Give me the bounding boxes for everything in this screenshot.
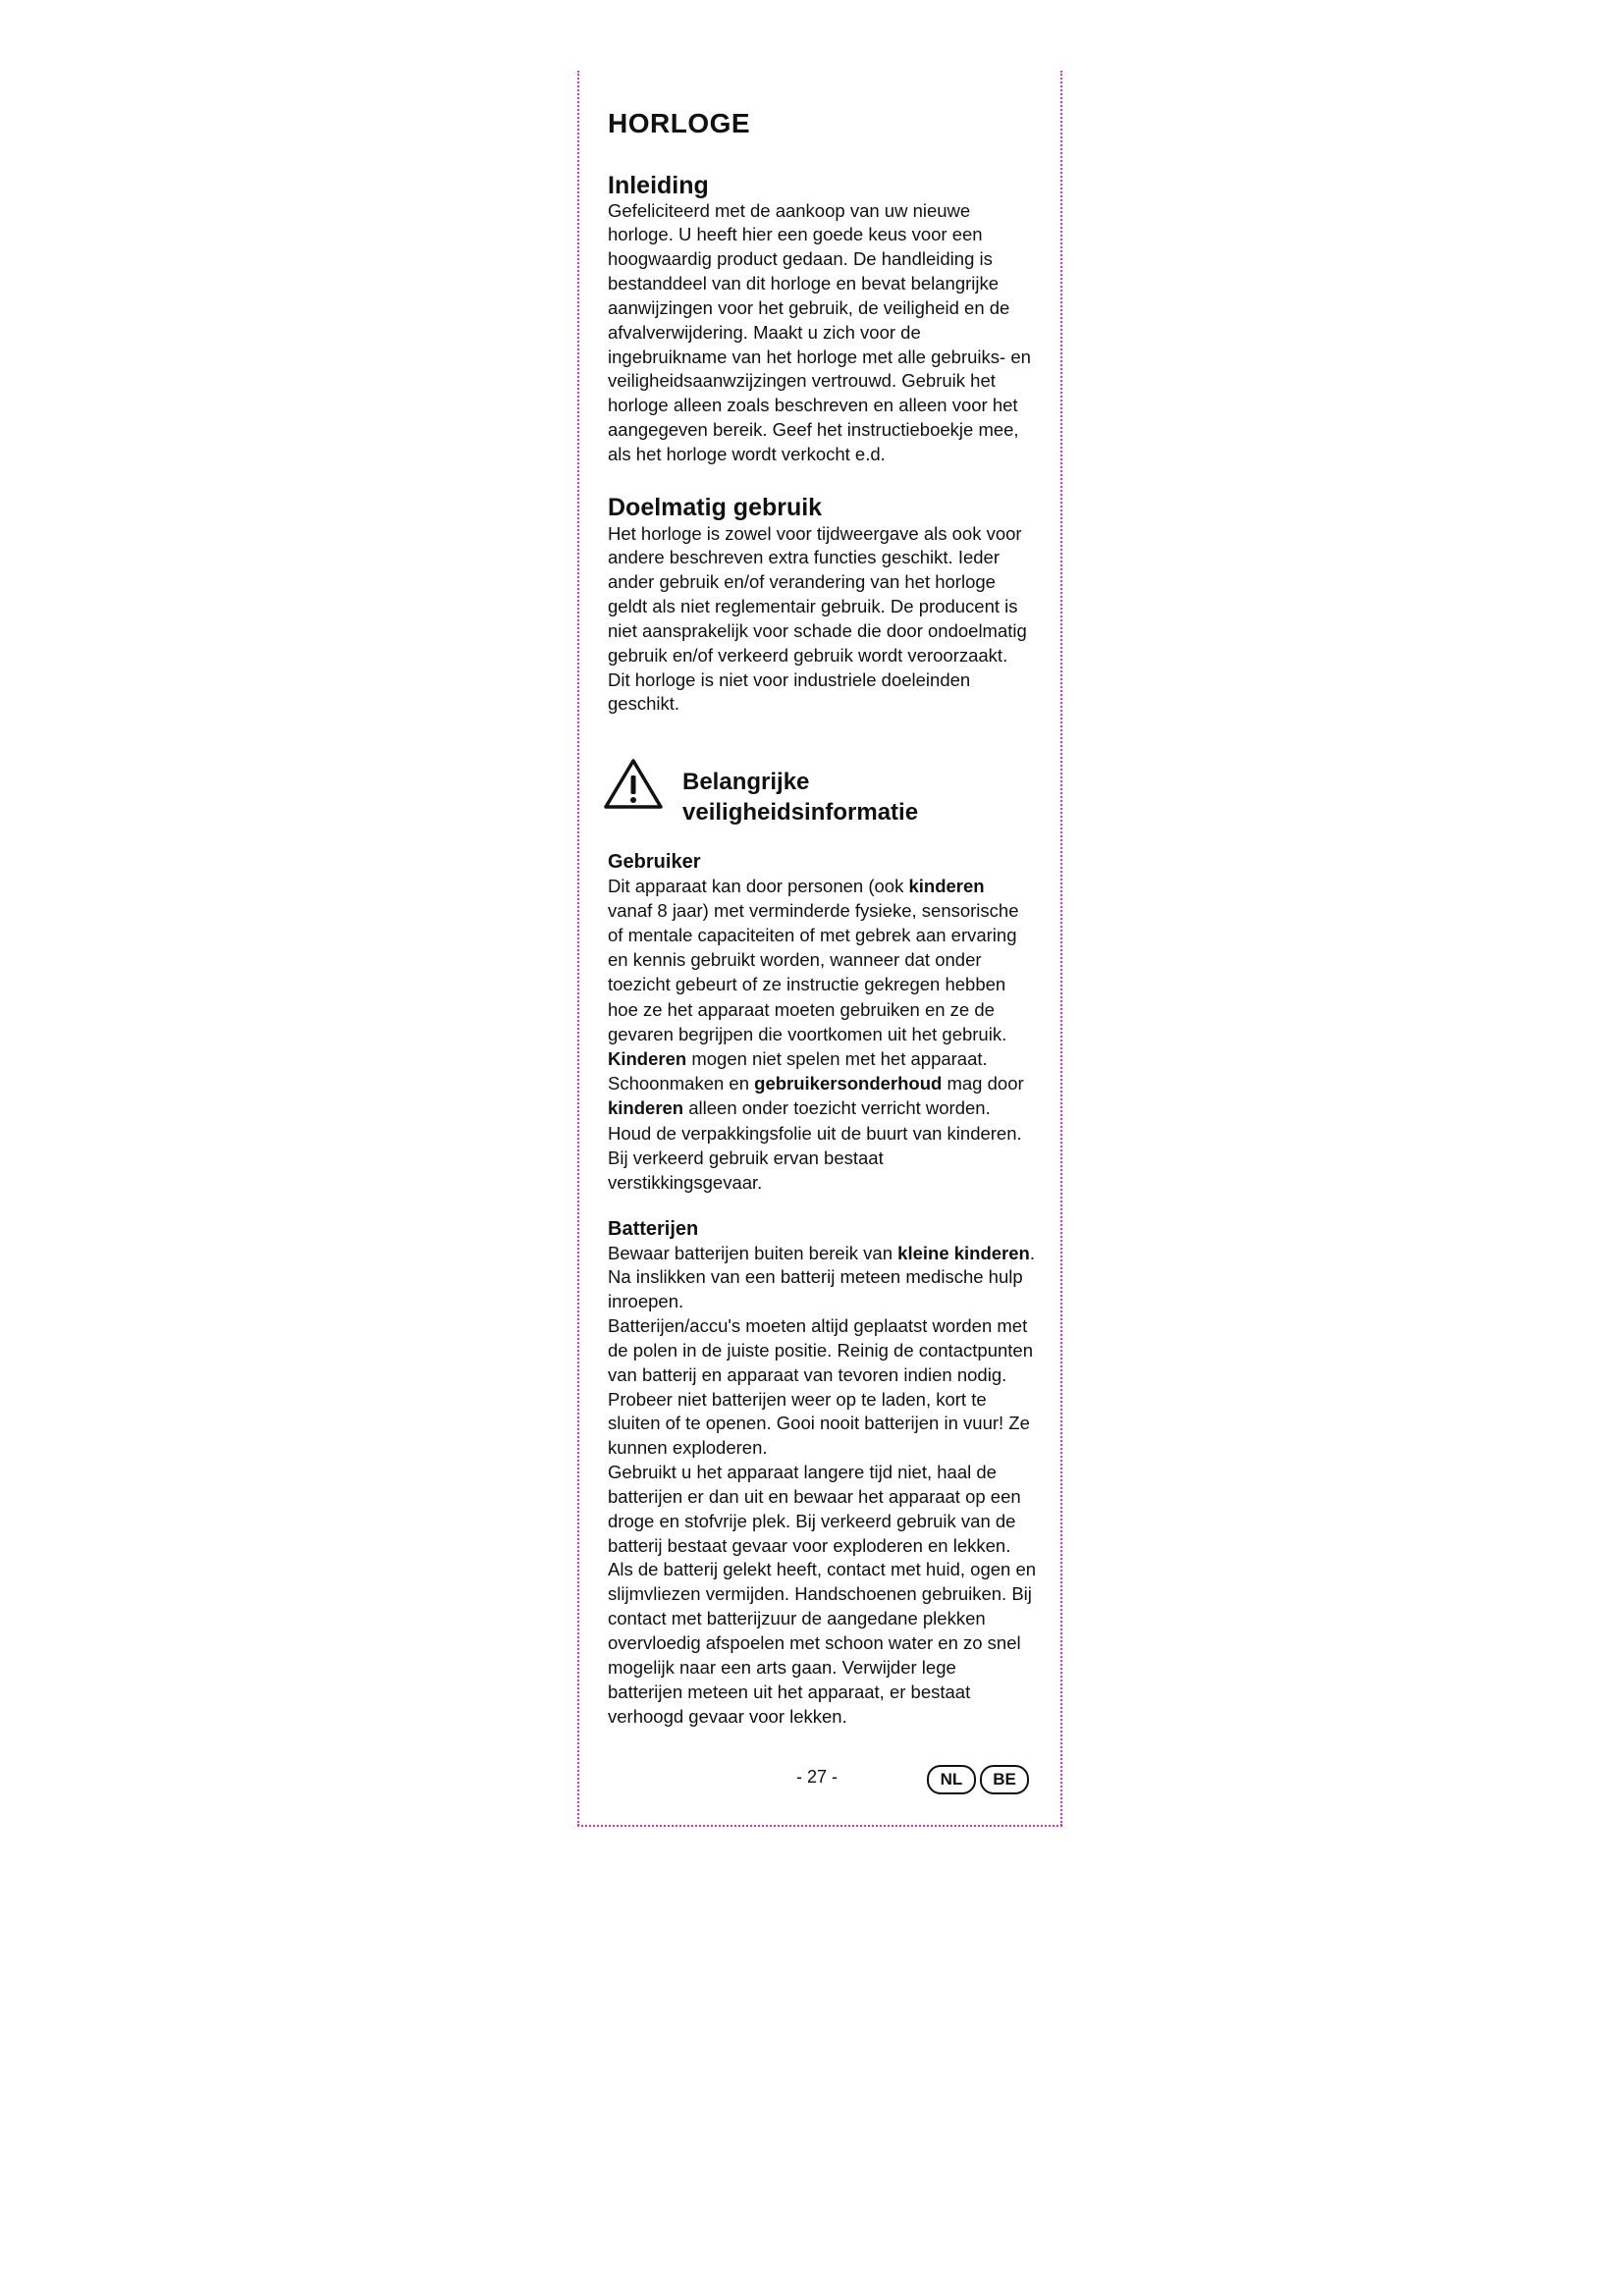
text-segment: .	[1029, 1242, 1035, 1263]
text-line: niet aansprakelijk voor schade die door ondoelmatig	[608, 619, 1027, 641]
text-line: verhoogd gevaar voor lekken.	[608, 1705, 847, 1727]
batteries-heading: Batterijen	[608, 1218, 699, 1240]
text-line: Bij verkeerd gebruik ervan bestaat	[608, 1147, 884, 1168]
text-segment: mogen niet spelen met het apparaat.	[686, 1047, 988, 1069]
text-line: slijmvliezen vermijden. Handschoenen gebruiken. Bij	[608, 1583, 1032, 1605]
text-line	[608, 874, 1024, 898]
text-line: batterijen meteen uit het apparaat, er bestaat	[608, 1681, 971, 1702]
batteries-text	[608, 1242, 1036, 1730]
text-line: andere beschreven extra functies geschikt. Ieder	[608, 547, 1001, 568]
safety-heading	[682, 767, 918, 828]
text-line: bestanddeel van dit horloge en bevat belangrijke	[608, 273, 1000, 294]
country-badge-be: BE	[980, 1765, 1029, 1794]
text-line: aanwijzingen voor het gebruik, de veiligheid en de	[608, 296, 1010, 318]
text-line: aangegeven bereik. Geef het instructieboekje mee,	[608, 419, 1019, 441]
text-line: Batterijen/accu's moeten altijd geplaatst worden met	[608, 1315, 1028, 1337]
page-title: HORLOGE	[608, 108, 751, 138]
safety-heading-line: Belangrijke	[682, 769, 810, 795]
text-line: ander gebruik en/of verandering van het horloge	[608, 571, 996, 593]
text-segment: Schoonmaken en	[608, 1073, 755, 1095]
text-line	[608, 1046, 1024, 1071]
text-line: vanaf 8 jaar) met verminderde fysieke, sensorische	[608, 899, 1019, 921]
text-line: verstikkingsgevaar.	[608, 1171, 763, 1193]
emphasis-text: kinderen	[608, 1097, 684, 1119]
safety-heading-line: veiligheidsinformatie	[682, 799, 919, 826]
text-line: als het horloge wordt verkocht e.d.	[608, 443, 886, 464]
warning-triangle-icon	[602, 757, 665, 811]
text-line: batterijen er dan uit en bewaar het apparaat op een	[608, 1485, 1021, 1507]
text-line: of mentale capaciteiten of met gebrek aan ervaring	[608, 924, 1017, 945]
text-line: Dit horloge is niet voor industriele doeleinden	[608, 668, 971, 690]
user-text	[608, 874, 1024, 1196]
text-line: kunnen exploderen.	[608, 1437, 768, 1459]
intended-use-heading: Doelmatig gebruik	[608, 494, 823, 521]
text-line: van batterij en apparaat van tevoren indien nodig.	[608, 1363, 1007, 1385]
intended-use-text	[608, 522, 1027, 718]
text-line: hoe ze het apparaat moeten gebruiken en ze de	[608, 998, 995, 1020]
text-line: gebruik en/of verkeerd gebruik wordt veroorzaakt.	[608, 644, 1008, 666]
text-line: overvloedig afspoelen met schoon water en zo snel	[608, 1632, 1021, 1653]
text-line: en kennis gebruikt worden, wanneer dat onder	[608, 949, 982, 971]
text-segment: Dit apparaat kan door personen (ook	[608, 875, 909, 896]
text-line: de polen in de juiste positie. Reinig de contactpunten	[608, 1339, 1033, 1361]
text-segment: Bewaar batterijen buiten bereik van	[608, 1242, 898, 1263]
emphasis-text: gebruikersonderhoud	[754, 1073, 943, 1095]
text-line: mogelijk naar een arts gaan. Verwijder lege	[608, 1656, 956, 1678]
text-line: droge en stofvrije plek. Bij verkeerd gebruik van de	[608, 1510, 1016, 1531]
text-line: ingebruikname van het horloge met alle gebruiks- en	[608, 346, 1031, 367]
text-line: inroepen.	[608, 1291, 684, 1312]
text-line: sluiten of te openen. Gooi nooit batterijen in vuur! Ze	[608, 1413, 1030, 1434]
text-line: Na inslikken van een batterij meteen medische hulp	[608, 1266, 1023, 1288]
text-line	[608, 1071, 1024, 1095]
emphasis-text: kinderen	[908, 875, 985, 896]
text-line: Probeer niet batterijen weer op te laden, kort te	[608, 1388, 987, 1410]
text-line: geschikt.	[608, 693, 680, 715]
user-heading: Gebruiker	[608, 851, 701, 873]
text-line: toezicht gebeurt of ze instructie gekregen hebben	[608, 974, 1006, 995]
text-line: Als de batterij gelekt heeft, contact met huid, ogen en	[608, 1559, 1037, 1580]
text-line: Gebruikt u het apparaat langere tijd niet, haal de	[608, 1462, 997, 1483]
text-line: Houd de verpakkingsfolie uit de buurt van kinderen.	[608, 1122, 1022, 1144]
text-line: Het horloge is zowel voor tijdweergave als ook voor	[608, 522, 1022, 544]
emphasis-text: Kinderen	[608, 1047, 687, 1069]
text-line: gevaren begrijpen die voortkomen uit het gebruik.	[608, 1023, 1007, 1044]
text-line: hoogwaardig product gedaan. De handleiding is	[608, 248, 993, 270]
text-segment: alleen onder toezicht verricht worden.	[683, 1097, 991, 1119]
intro-heading: Inleiding	[608, 172, 709, 199]
cut-line-bottom	[577, 1825, 1062, 1827]
text-line: horloge. U heeft hier een goede keus voor een	[608, 224, 983, 245]
text-line: veiligheidsaanwzijzingen vertrouwd. Gebruik het	[608, 370, 996, 392]
text-line: Gefeliciteerd met de aankoop van uw nieuwe	[608, 199, 971, 221]
text-line: horloge alleen zoals beschreven en alleen voor het	[608, 395, 1018, 416]
text-line: afvalverwijdering. Maakt u zich voor de	[608, 321, 921, 343]
emphasis-text: kleine kinderen	[897, 1242, 1030, 1263]
cut-line-left	[577, 71, 579, 1826]
page-number: - 27 -	[795, 1767, 838, 1787]
text-line: geldt als niet reglementair gebruik. De producent is	[608, 596, 1018, 617]
country-badge-nl: NL	[927, 1765, 976, 1794]
intro-text	[608, 199, 1031, 467]
text-segment: mag door	[942, 1073, 1024, 1095]
text-line: contact met batterijzuur de aangedane plekken	[608, 1608, 986, 1629]
text-line: batterij bestaat gevaar voor exploderen en lekken.	[608, 1534, 1011, 1556]
text-line	[608, 1242, 1036, 1266]
text-line	[608, 1095, 1024, 1120]
cut-line-right	[1060, 71, 1062, 1826]
